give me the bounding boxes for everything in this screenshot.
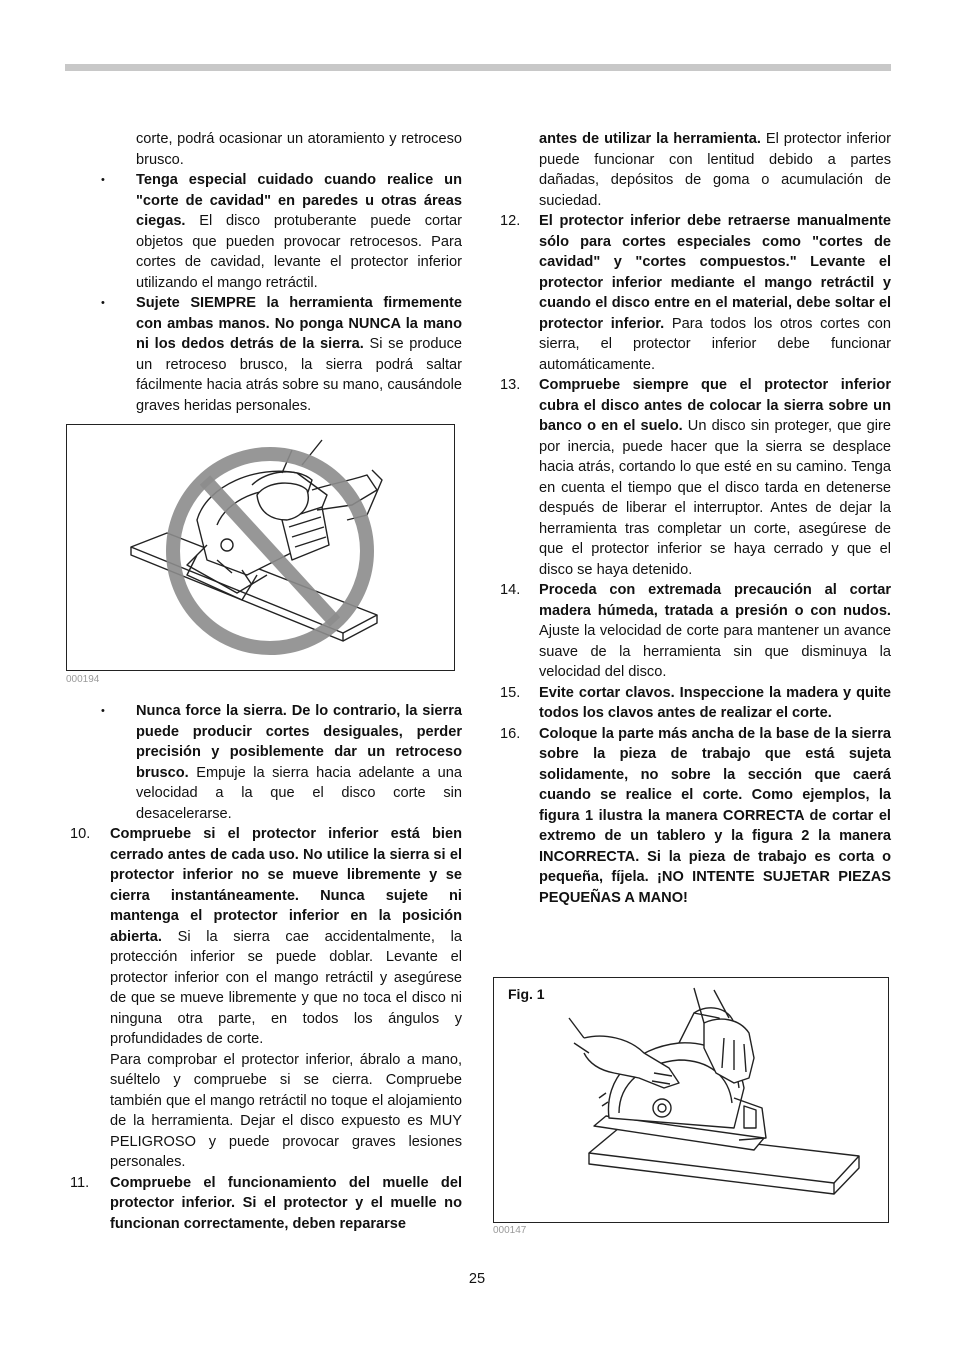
page-number: 25 (468, 1271, 486, 1287)
item-bold: Evite cortar clavos. Inspeccione la madera y quite todos los clavos antes de realizar el corte. (539, 684, 891, 721)
continuation-bold: antes de utilizar la herramienta. (539, 131, 761, 147)
header-rule (65, 64, 891, 71)
item-text: Para todos los otros cortes con sierra, el protector inferior debe funcionar automáticamente. (539, 315, 891, 373)
bullet-icon: • (101, 705, 105, 717)
item-bold: Compruebe si el protector inferior está bien cerrado antes de cada uso. No utilice la sierra si el protector inferior no se mueve libremente y se cierra instantáneamente. Nunca sujete ni mantenga el protector inferior en la posición abierta. (110, 826, 462, 945)
numbered-item-12 (500, 211, 891, 375)
bullet-item-cavity-cut (70, 170, 462, 293)
item-number: 10. (70, 826, 91, 842)
numbered-item-11 (70, 1173, 462, 1235)
continuation-text: corte, podrá ocasionar un atoramiento y retroceso brusco. (136, 131, 462, 168)
bullet-bold: Tenga especial cuidado cuando realice un "corte de cavidad" en paredes u otras áreas ciegas. (136, 172, 462, 229)
saw-correct-use-illustration (494, 978, 888, 1222)
item-bold: El protector inferior debe retraerse manualmente sólo para cortes especiales como "cortes de cavidad" y "cortes compuestos." Levante el protector inferior mediante el mango retráctil y cuando el disco entre en el material, debe soltar el protector inferior. (539, 213, 891, 332)
bullet-icon: • (101, 174, 105, 186)
fig-1-figure (493, 977, 889, 1223)
item-bold: Coloque la parte más ancha de la base de la sierra sobre la pieza de trabajo que está sujeta solidamente, no sobre la sección que caerá cuando se realice el corte. Como ejemplos, la figura 1 ilustra la manera CORRECTA de cortar el extremo de un tablero y la figura 2 la manera INCORRECTA. Si la pieza de trabajo es corta o pequeña, fíjela. ¡NO INTENTE SUJETAR PIEZAS PEQUEÑAS A MANO! (539, 725, 891, 906)
item-text: Un disco sin proteger, que gire por inercia, puede hacer que la sierra se desplace hacia atrás, cortando lo que esté en su camino. Tenga en cuenta el tiempo que el disco tarda en detenerse después de liberar el interruptor. Antes de dejar la herramienta tras completar un corte, asegúrese de que el protector inferior se haya cerrado y que el disco se haya detenido. (539, 418, 892, 578)
bullet-text: El disco protuberante puede cortar objetos que pueden provocar retrocesos. Para cortes de cavidad, levante el protector inferior utilizando el mango retráctil. (136, 213, 462, 291)
item-number: 14. (500, 582, 521, 598)
item-bold: Compruebe el funcionamiento del muelle del protector inferior. Si el protector y el muelle no funcionan correctamente, deben repararse (110, 1174, 462, 1232)
bullet-text: Si se produce un retroceso brusco, la sierra podrá saltar fácilmente hacia atrás sobre su mano, causándole graves heridas personales. (136, 336, 462, 414)
bullet-icon: • (101, 297, 105, 309)
item-text: Si la sierra cae accidentalmente, la protección inferior se puede doblar. Levante el protector inferior con el mango retráctil y asegúrese de que se mueve libremente y que no toca el disco ni ninguna otra parte, en todos los ángulos y profundidades de corte. (110, 928, 462, 1047)
item-number: 12. (500, 213, 521, 229)
fig-1-label: Fig. 1 (508, 986, 545, 1002)
figure-code: 000194 (66, 674, 100, 685)
numbered-item-10-paragraph: Para comprobar el protector inferior, ábralo a mano, suéltelo y compruebe si se cierra. Compruebe también que el mango retráctil no toque el alojamiento de la herramienta. Dejar el disco expuesto es MUY PELIGROSO y puede provocar graves lesiones personales. (110, 1051, 462, 1170)
right-column (500, 129, 891, 908)
prohibited-figure (66, 424, 455, 671)
item-text: Ajuste la velocidad de corte para mantener un avance suave de la herramienta sin que disminuya la velocidad del disco. (539, 623, 891, 680)
saw-prohibited-illustration (67, 425, 454, 670)
item-bold: Compruebe siempre que el protector inferior cubra el disco antes de colocar la sierra sobre un banco o en el suelo. (539, 377, 891, 434)
item-bold: Proceda con extremada precaución al cortar madera húmeda, tratada a presión o con nudos. (539, 582, 891, 619)
bullet-bold: Sujete SIEMPRE la herramienta firmemente con ambas manos. No ponga NUNCA la mano ni los dedos detrás de la sierra. (136, 295, 462, 352)
bullet-item-never-force (70, 701, 462, 824)
figure-code: 000147 (493, 1225, 527, 1236)
continuation-text (500, 129, 891, 211)
left-column (70, 129, 462, 1234)
numbered-item-14 (500, 580, 891, 683)
numbered-item-15 (500, 683, 891, 724)
bullet-bold: Nunca force la sierra. De lo contrario, la sierra puede producir cortes desiguales, perder precisión y posiblemente dar un retroceso brusco. (136, 703, 462, 781)
item-number: 15. (500, 684, 521, 701)
continuation-body: El protector inferior puede funcionar con lentitud debido a partes dañadas, depósitos de goma o acumulación de suciedad. (539, 131, 891, 209)
numbered-item-10 (70, 824, 462, 1050)
item-number: 11. (70, 1174, 90, 1191)
item-number: 16. (500, 725, 521, 742)
bullet-item-both-hands (70, 293, 462, 416)
bullet-text: Empuje la sierra hacia adelante a una velocidad a la que el disco corte sin desacelerarse. (136, 764, 462, 822)
numbered-item-13 (500, 375, 891, 580)
numbered-item-16 (500, 724, 891, 909)
item-number: 13. (500, 377, 521, 393)
